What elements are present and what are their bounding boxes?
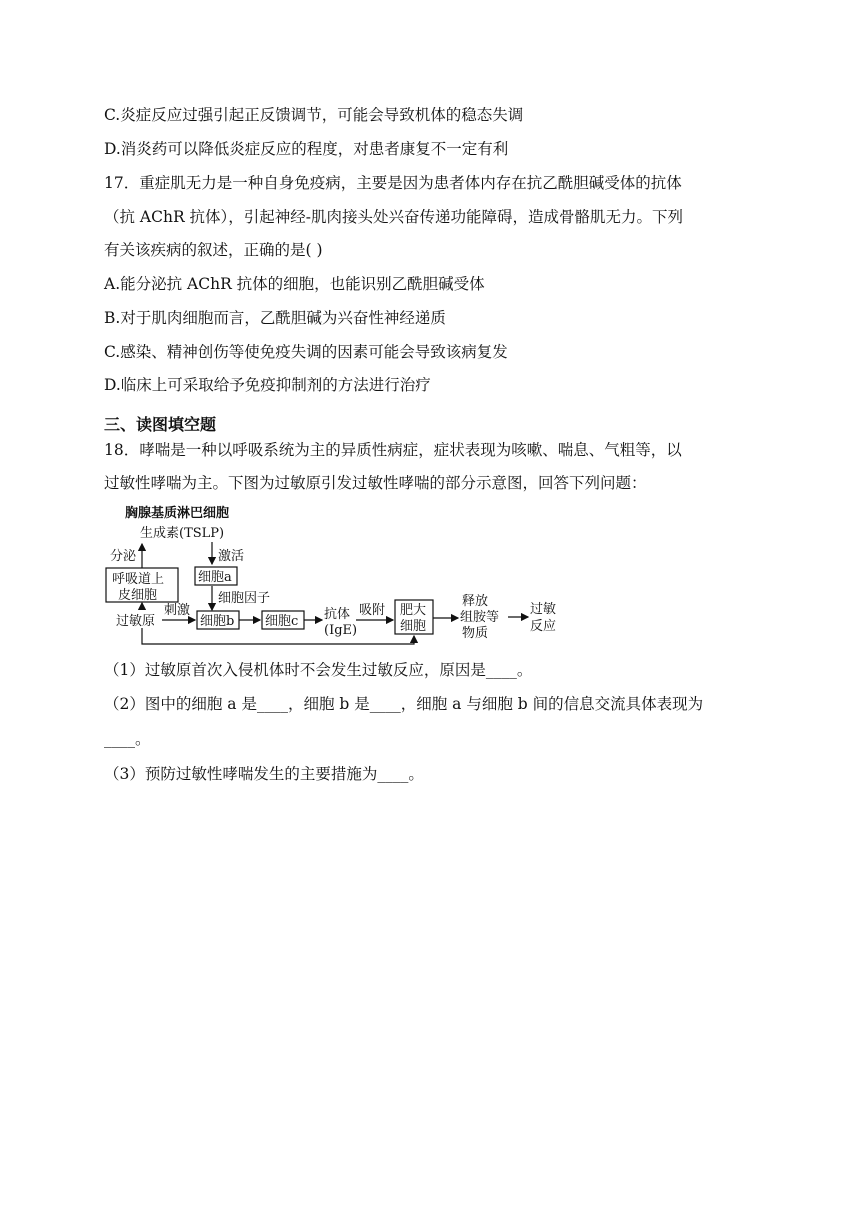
q17-option-d: D.临床上可采取给予免疫抑制剂的方法进行治疗: [104, 376, 431, 394]
release-line3: 物质: [462, 626, 489, 641]
cytokine-label: 细胞因子: [218, 591, 271, 606]
adsorb-label: 吸附: [359, 603, 386, 618]
q18-sub3: （3）预防过敏性哮喘发生的主要措施为____。: [104, 765, 424, 783]
q18-stem-line1: 18．哮喘是一种以呼吸系统为主的异质性病症，症状表现为咳嗽、喘息、气粗等，以: [104, 441, 682, 459]
release-line2: 组胺等: [460, 610, 500, 625]
mast-line2: 细胞: [400, 619, 427, 634]
activate-label: 激活: [218, 549, 245, 564]
q16-option-c: C.炎症反应过强引起正反馈调节，可能会导致机体的稳态失调: [104, 106, 524, 124]
cell-c-label: 细胞c: [265, 614, 299, 629]
antibody-line1: 抗体: [324, 607, 351, 622]
q17-option-b: B.对于肌肉细胞而言，乙酰胆碱为兴奋性神经递质: [104, 309, 446, 327]
q17-option-c: C.感染、精神创伤等使免疫失调的因素可能会导致该病复发: [104, 343, 508, 361]
stimulate-label: 刺激: [164, 603, 191, 618]
reaction-line2: 反应: [530, 619, 557, 634]
q17-stem-line3: 有关该疾病的叙述，正确的是( ): [104, 241, 323, 259]
reaction-line1: 过敏: [530, 602, 557, 617]
tslp-label-line1: 胸腺基质淋巴细胞: [125, 506, 230, 521]
allergen-to-mast-cell-loop: [142, 628, 414, 644]
allergy-flow-diagram: [100, 500, 580, 650]
tslp-label-line2: 生成素(TSLP): [140, 526, 225, 541]
epithelial-line1: 呼吸道上: [112, 572, 165, 587]
cell-a-label: 细胞a: [198, 570, 232, 585]
q18-sub2-line2: ____。: [104, 730, 151, 748]
q17-stem-line2: （抗 AChR 抗体），引起神经-肌肉接头处兴奋传递功能障碍，造成骨骼肌无力。下列: [104, 208, 684, 226]
q16-option-d: D.消炎药可以降低炎症反应的程度，对患者康复不一定有利: [104, 140, 509, 158]
antibody-line2: (IgE): [324, 623, 358, 638]
q18-sub1: （1）过敏原首次入侵机体时不会发生过敏反应，原因是____。: [104, 661, 533, 679]
q18-sub2-line1: （2）图中的细胞 a 是____，细胞 b 是____，细胞 a 与细胞 b 间的信息交流具体表现为: [104, 695, 704, 713]
cell-b-label: 细胞b: [200, 614, 235, 629]
secrete-label: 分泌: [110, 549, 137, 564]
release-line1: 释放: [462, 594, 489, 609]
allergen-label: 过敏原: [116, 614, 156, 629]
section-heading: 三、读图填空题: [104, 415, 217, 434]
mast-line1: 肥大: [400, 603, 427, 618]
q17-option-a: A.能分泌抗 AChR 抗体的细胞，也能识别乙酰胆碱受体: [104, 275, 485, 293]
q17-stem-line1: 17．重症肌无力是一种自身免疫病，主要是因为患者体内存在抗乙酰胆碱受体的抗体: [104, 174, 682, 192]
epithelial-line2: 皮细胞: [118, 588, 158, 603]
q18-stem-line2: 过敏性哮喘为主。下图为过敏原引发过敏性哮喘的部分示意图，回答下列问题：: [104, 474, 647, 492]
